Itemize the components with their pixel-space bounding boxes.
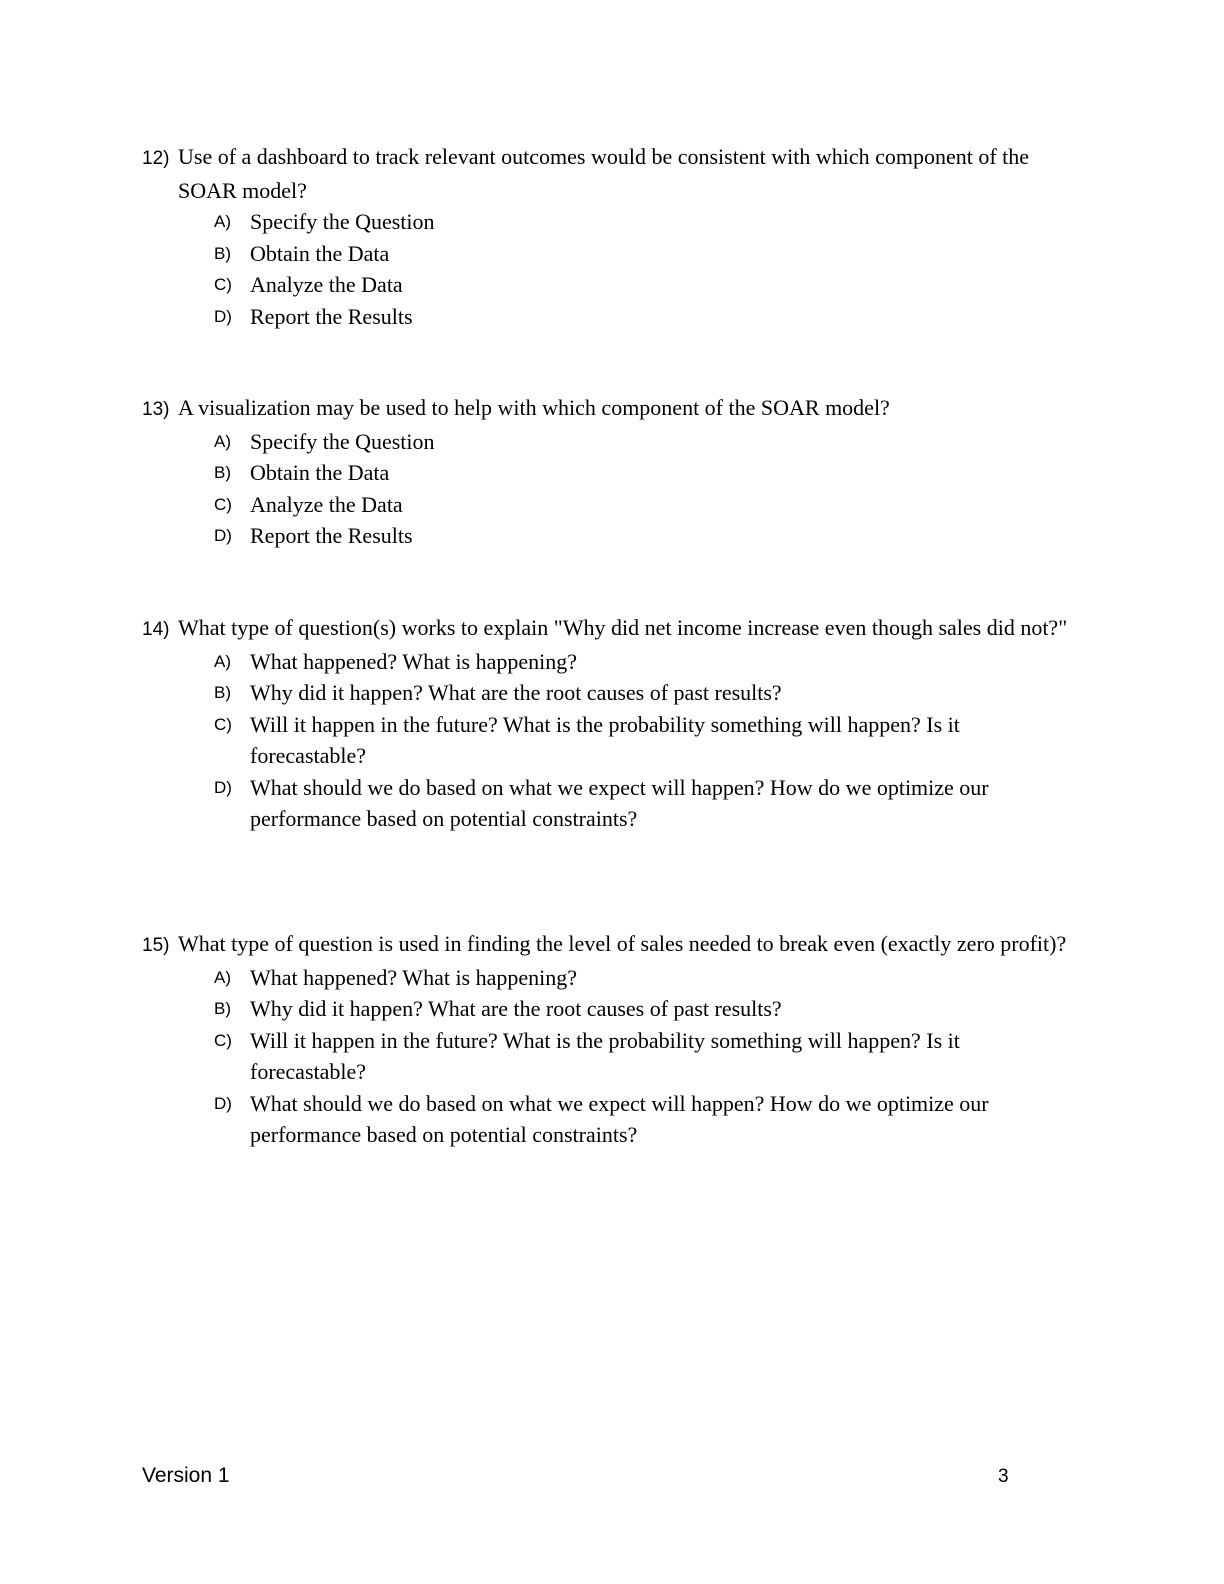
option-letter: D): [214, 777, 232, 797]
options-list: [142, 646, 1072, 835]
option-text: Analyze the Data: [250, 491, 403, 517]
option-letter: A): [214, 431, 231, 451]
option-letter: D): [214, 1093, 232, 1113]
option-b: [142, 677, 1072, 709]
options-list: [142, 962, 1072, 1151]
option-text: Report the Results: [250, 523, 413, 548]
footer-version: Version 1: [142, 1464, 230, 1487]
option-text: Specify the Question: [250, 428, 435, 454]
option-text: What happened? What is happening?: [250, 964, 578, 990]
options-list: [142, 206, 1072, 332]
option-b: [142, 457, 1072, 489]
option-b: [142, 993, 1072, 1025]
question-stem: [142, 392, 1072, 426]
option-d: [142, 772, 1072, 835]
option-text: What should we do based on what we expect will happen? How do we optimize our performance based on potential constraints?: [250, 1090, 989, 1147]
option-letter: B): [214, 243, 231, 263]
option-d: [142, 1088, 1072, 1151]
option-letter: D): [214, 306, 232, 326]
footer-page-number: 3: [998, 1466, 1009, 1487]
option-c: [142, 709, 1072, 772]
option-text: Will it happen in the future? What is the probability something will happen? Is it forecastable?: [250, 1027, 960, 1084]
option-text: What should we do based on what we expect will happen? How do we optimize our performance based on potential constraints?: [250, 774, 989, 831]
question-stem: [142, 928, 1072, 962]
question-text: What type of question(s) works to explain "Why did net income increase even though sales did not?": [178, 615, 1068, 640]
option-letter: C): [214, 714, 232, 734]
option-a: [142, 962, 1072, 994]
question-12: [142, 141, 1072, 332]
option-letter: A): [214, 651, 231, 671]
question-text: Use of a dashboard to track relevant outcomes would be consistent with which component of the SOAR model?: [178, 144, 1030, 203]
option-letter: C): [214, 494, 232, 514]
option-text: Specify the Question: [250, 209, 435, 234]
option-letter: C): [214, 1030, 232, 1050]
option-text: What happened? What is happening?: [250, 648, 578, 674]
option-d: [142, 520, 1072, 552]
question-number: 13): [142, 399, 170, 420]
question-stem: [142, 612, 1072, 646]
option-letter: B): [214, 683, 231, 702]
question-13: [142, 392, 1072, 552]
option-letter: A): [214, 967, 231, 987]
option-letter: B): [214, 999, 231, 1018]
option-text: Obtain the Data: [250, 240, 390, 266]
option-a: [142, 426, 1072, 458]
option-letter: C): [214, 275, 232, 294]
option-letter: D): [214, 526, 232, 545]
options-list: [142, 426, 1072, 552]
option-text: Obtain the Data: [250, 460, 390, 485]
question-number: 15): [142, 935, 170, 956]
question-text: What type of question is used in finding the level of sales needed to break even (exactly zero profit)?: [178, 931, 1067, 956]
option-a: [142, 206, 1072, 238]
question-15: [142, 928, 1072, 1151]
question-number: 12): [142, 148, 170, 169]
question-number: 14): [142, 619, 170, 640]
option-b: [142, 238, 1072, 270]
option-text: Analyze the Data: [250, 272, 403, 297]
option-c: [142, 1025, 1072, 1088]
question-text: A visualization may be used to help with which component of the SOAR model?: [178, 395, 890, 420]
option-text: Why did it happen? What are the root causes of past results?: [250, 680, 782, 705]
option-letter: A): [214, 212, 231, 231]
option-d: [142, 301, 1072, 333]
option-c: [142, 489, 1072, 521]
option-text: Why did it happen? What are the root causes of past results?: [250, 996, 782, 1021]
option-a: [142, 646, 1072, 678]
option-letter: B): [214, 463, 231, 482]
question-stem: [142, 141, 1072, 206]
option-c: [142, 269, 1072, 301]
question-14: [142, 612, 1072, 835]
option-text: Report the Results: [250, 303, 413, 329]
option-text: Will it happen in the future? What is the probability something will happen? Is it forecastable?: [250, 711, 960, 768]
